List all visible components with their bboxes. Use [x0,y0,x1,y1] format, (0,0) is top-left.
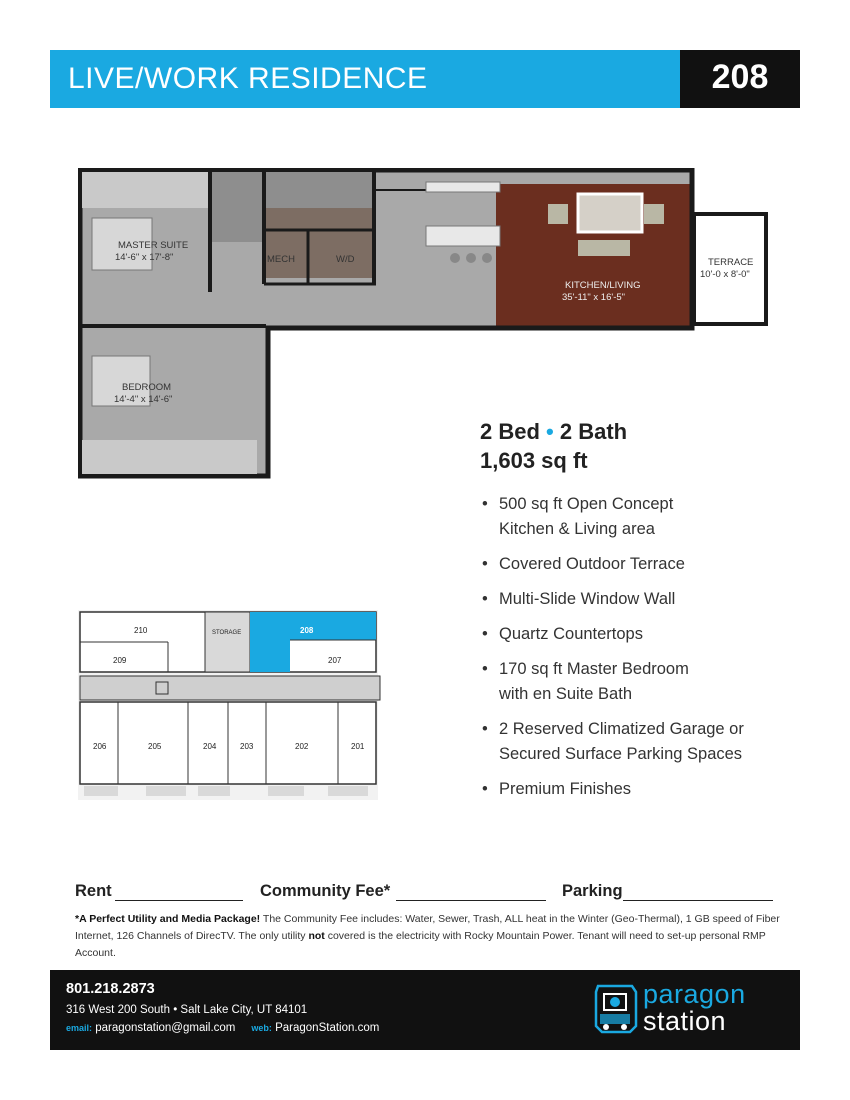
community-fee-blank-line [396,900,546,901]
feature-item [480,622,810,647]
feature-text: 500 sq ft Open Concept [499,495,674,513]
room-dims-bedroom: 14'-4" x 14'-6" [114,394,173,405]
site-unit-209: 209 [113,656,127,665]
logo-wordmark-station: station [643,1006,727,1036]
note-text-2: covered is the electricity with Rocky Mountain Power. Tenant will need to set-up personal RMP Account. [75,930,766,959]
feature-item [480,657,810,707]
page-title: LIVE/WORK RESIDENCE [68,62,428,95]
room-label-wd: W/D [336,254,355,265]
contact-row [66,1022,379,1034]
room-dims-master-suite: 14'-6" x 17'-8" [115,252,174,263]
web-label: web: [251,1023,272,1033]
note-text-1: The Community Fee includes: Water, Sewer, Trash, ALL heat in the Winter (Geo-Thermal), 1 GB speed of Fiber Internet, 126 Channels of DirecTV. The only utility [75,913,780,942]
rent-blank-line [115,900,243,901]
web-link[interactable]: ParagonStation.com [275,1022,380,1034]
parking-blank-line [623,900,773,901]
note-bold-not: not [308,930,325,942]
site-unit-203: 203 [240,742,254,751]
feature-text: Kitchen & Living area [499,520,655,538]
utility-note [75,911,795,962]
site-unit-storage: STORAGE [212,630,242,636]
site-unit-205: 205 [148,742,162,751]
email-link[interactable]: paragonstation@gmail.com [95,1022,236,1034]
feature-text: Multi-Slide Window Wall [499,590,676,608]
room-label-kitchen-living: KITCHEN/LIVING [565,280,641,291]
rent-label: Rent [75,882,112,900]
room-label-mech: MECH [267,254,295,265]
room-label-master-suite: MASTER SUITE [118,240,189,251]
feature-list [480,492,810,812]
train-logo-icon [592,980,640,1038]
feature-item [480,587,810,612]
site-unit-204: 204 [203,742,217,751]
feature-item [480,492,810,542]
room-dims-kitchen-living: 35'-11" x 16'-5" [562,292,626,303]
feature-text: Premium Finishes [499,780,632,798]
site-unit-202: 202 [295,742,309,751]
summary-separator: • [546,419,554,444]
phone-number[interactable]: 801.218.2873 [66,981,155,997]
site-unit-206: 206 [93,742,107,751]
building-site-plan [78,610,418,810]
email-label: email: [66,1023,93,1033]
room-label-bedroom: BEDROOM [122,382,172,393]
square-footage: 1,603 sq ft [480,448,588,473]
feature-item [480,777,810,802]
feature-text: 170 sq ft Master Bedroom [499,660,689,678]
note-bold-intro: *A Perfect Utility and Media Package! [75,913,261,925]
unit-floorplan [78,168,778,484]
logo-wordmark-paragon: paragon [643,979,746,1009]
site-unit-208: 208 [300,626,314,635]
site-unit-201: 201 [351,742,365,751]
feature-item [480,717,810,767]
feature-item [480,552,810,577]
room-dims-terrace: 10'-0 x 8'-0" [700,269,750,280]
unit-number: 208 [711,58,769,96]
parking-label: Parking [562,882,623,900]
feature-text: with en Suite Bath [499,685,632,703]
feature-text: Covered Outdoor Terrace [499,555,685,573]
site-unit-207: 207 [328,656,342,665]
beds-count: 2 Bed [480,419,540,444]
feature-text: Quartz Countertops [499,625,643,643]
site-unit-210: 210 [134,626,148,635]
street-address: 316 West 200 South • Salt Lake City, UT 84101 [66,1004,308,1016]
room-label-terrace: TERRACE [708,257,754,268]
bed-bath-summary [480,419,627,445]
feature-text: Secured Surface Parking Spaces [499,745,743,763]
feature-text: 2 Reserved Climatized Garage or [499,720,744,738]
baths-count: 2 Bath [559,419,628,444]
community-fee-label: Community Fee* [260,882,391,900]
